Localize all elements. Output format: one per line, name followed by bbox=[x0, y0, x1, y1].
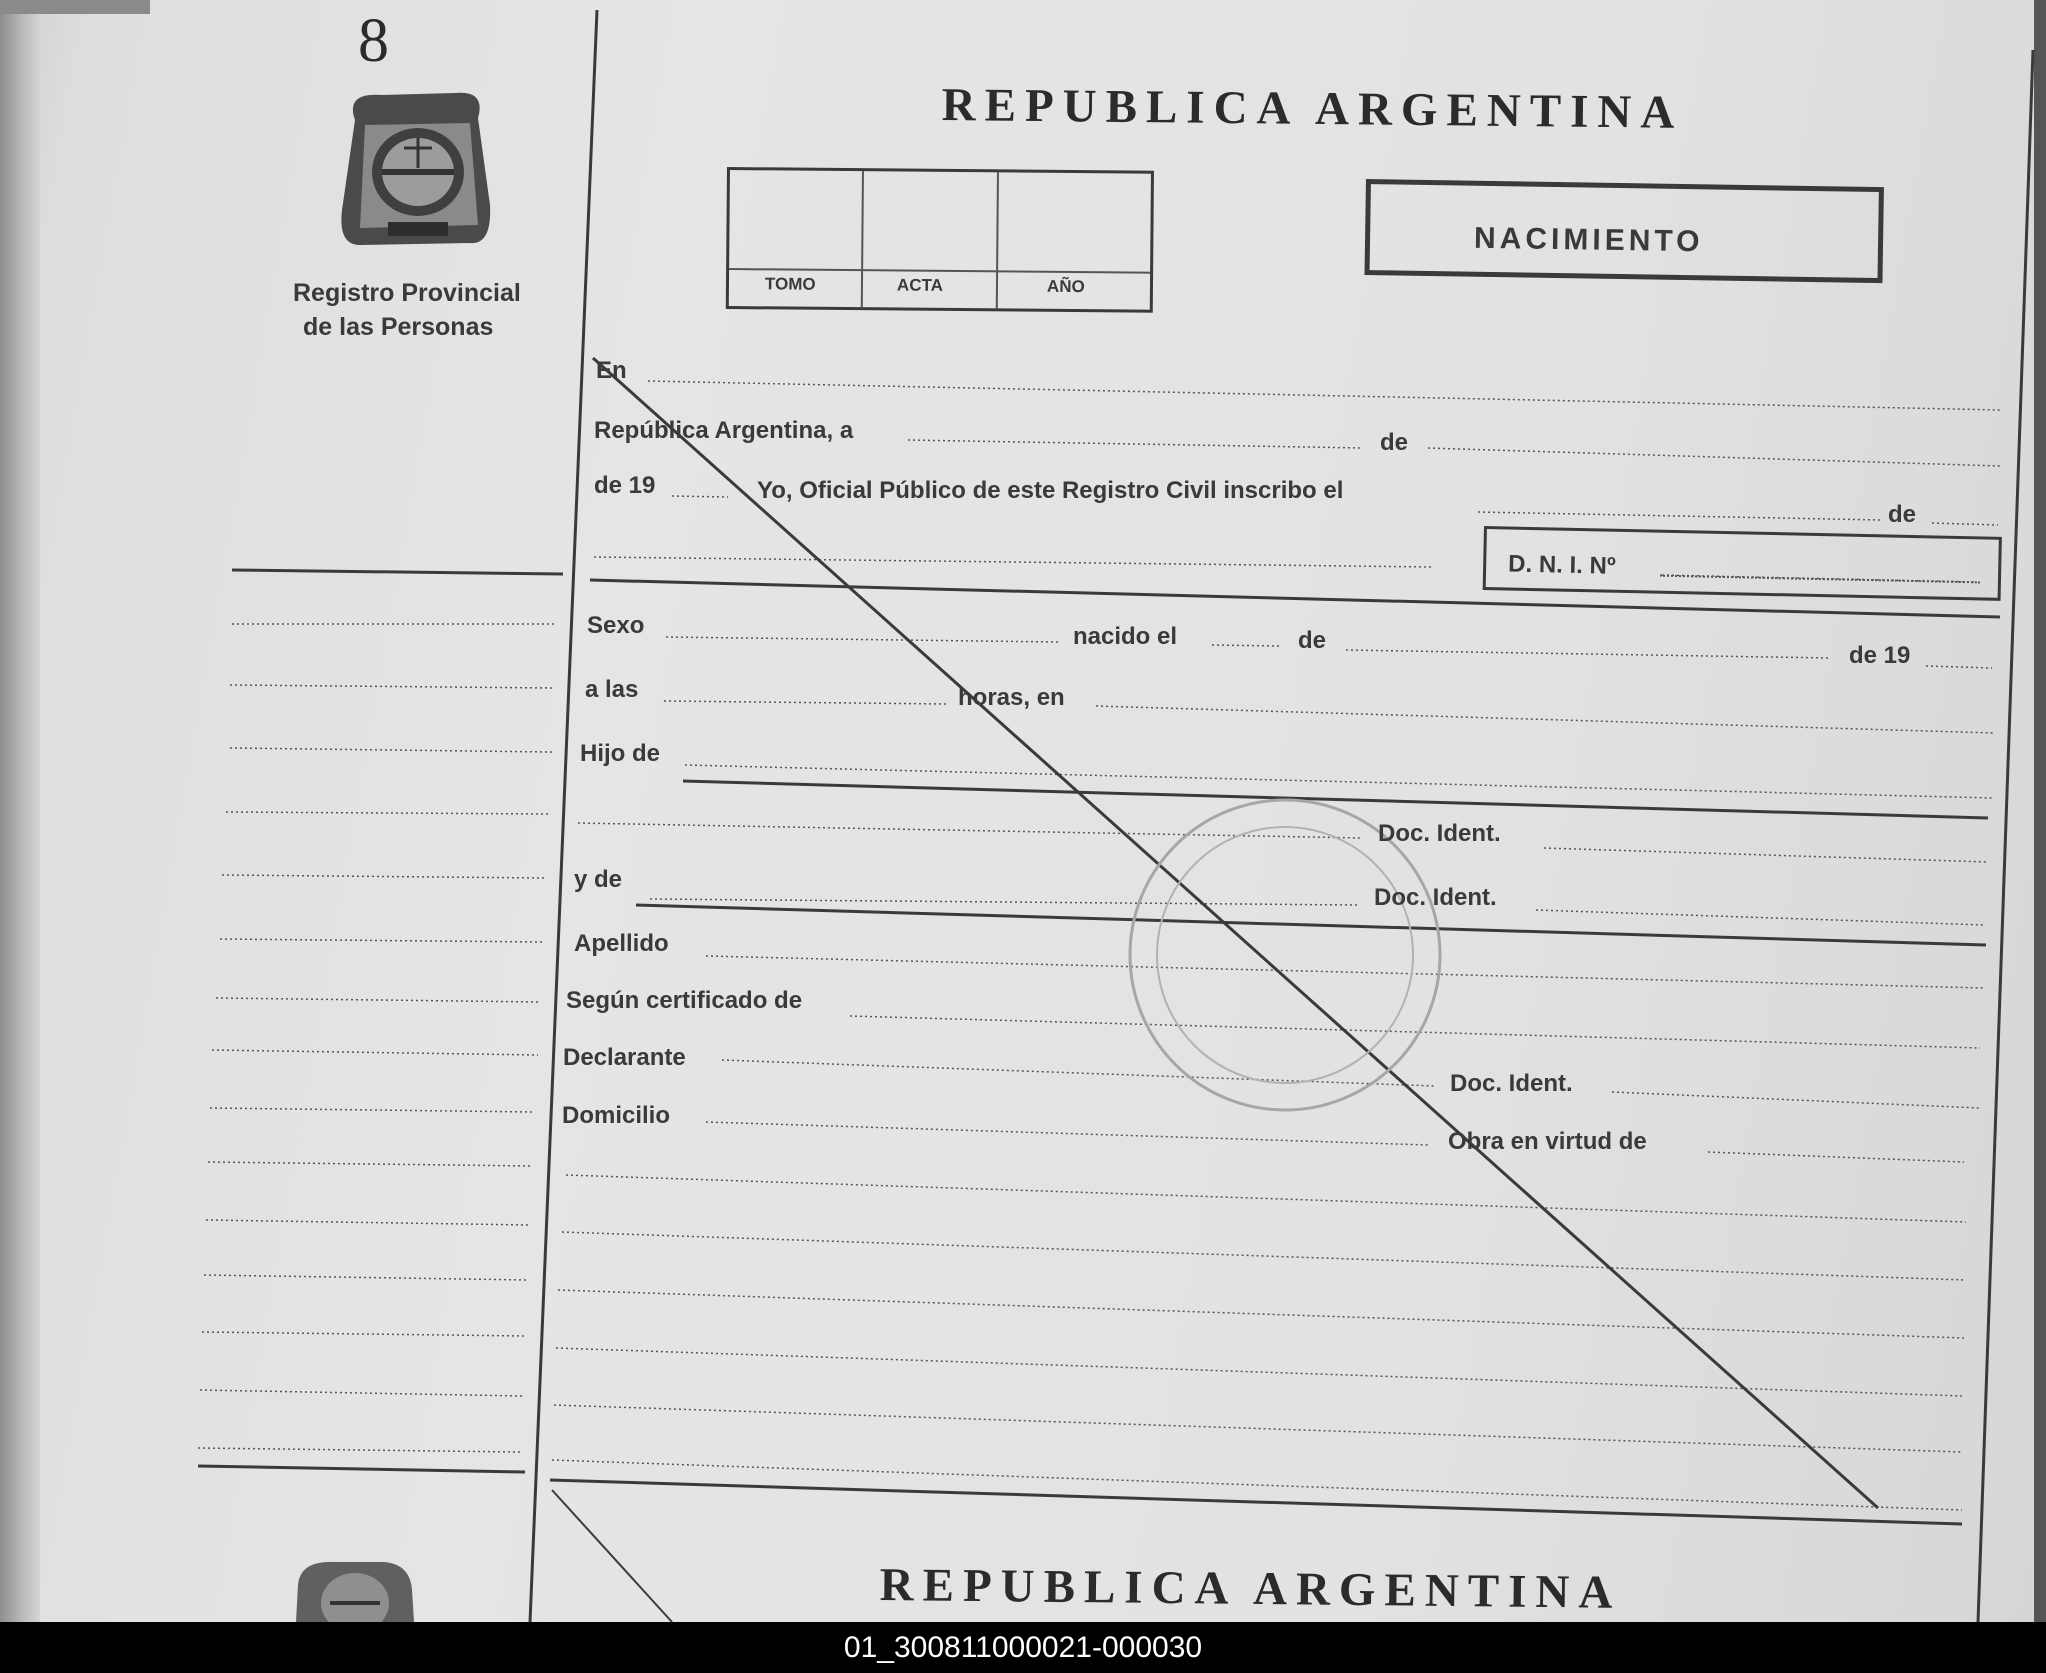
label-dni: D. N. I. Nº bbox=[1507, 550, 1616, 580]
label-sexo: Sexo bbox=[587, 612, 645, 639]
document-id: 01_300811000021-000030 bbox=[843, 1631, 1203, 1664]
acta-label: ACTA bbox=[896, 275, 944, 295]
dni-box bbox=[1483, 526, 2002, 601]
label-en: En bbox=[596, 357, 627, 384]
label-obra-en-virtud: Obra en virtud de bbox=[1448, 1128, 1647, 1155]
footer-bar bbox=[0, 1622, 2046, 1673]
label-de-19: de 19 bbox=[594, 472, 656, 499]
label-doc-ident-2: Doc. Ident. bbox=[1374, 884, 1497, 911]
registry-seal-icon-next bbox=[296, 1562, 414, 1622]
label-a-las: a las bbox=[585, 676, 639, 703]
label-horas-en: horas, en bbox=[958, 684, 1065, 711]
label-de-1: de bbox=[1380, 429, 1409, 456]
label-yo-oficial: Yo, Oficial Público de este Registro Civil inscribo el bbox=[757, 477, 1344, 504]
label-doc-ident-1: Doc. Ident. bbox=[1378, 820, 1501, 847]
label-republica-a: República Argentina, a bbox=[594, 417, 854, 444]
label-segun-certificado: Según certificado de bbox=[566, 987, 803, 1014]
label-de-19-b: de 19 bbox=[1849, 642, 1911, 669]
book-reference-table bbox=[726, 167, 1154, 313]
registry-seal-icon bbox=[341, 93, 490, 245]
label-domicilio: Domicilio bbox=[562, 1102, 671, 1129]
label-apellido: Apellido bbox=[574, 930, 669, 957]
label-de-2: de bbox=[1888, 501, 1917, 528]
record-type-label: NACIMIENTO bbox=[1473, 221, 1704, 259]
next-form-country-title: REPUBLICA ARGENTINA bbox=[879, 1559, 1622, 1619]
label-declarante: Declarante bbox=[563, 1044, 686, 1071]
page-number: 8 bbox=[358, 7, 389, 75]
tomo-label: TOMO bbox=[764, 274, 816, 294]
label-hijo-de: Hijo de bbox=[580, 740, 661, 767]
ano-label: AÑO bbox=[1046, 276, 1085, 297]
label-nacido-el: nacido el bbox=[1073, 623, 1178, 650]
label-de-3: de bbox=[1298, 627, 1327, 654]
label-doc-ident-3: Doc. Ident. bbox=[1450, 1070, 1573, 1097]
record-type-box bbox=[1364, 179, 1883, 283]
org-name-line1: Registro Provincial bbox=[293, 279, 521, 307]
label-y-de: y de bbox=[574, 866, 623, 893]
org-name-line2: de las Personas bbox=[303, 313, 494, 341]
country-title: REPUBLICA ARGENTINA bbox=[941, 78, 1684, 139]
